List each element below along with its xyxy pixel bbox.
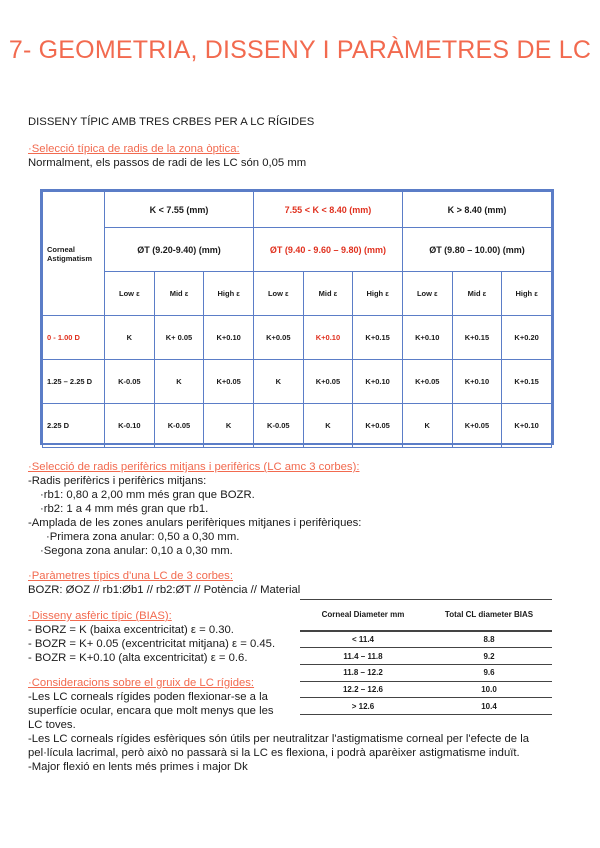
table-cell: K+0.05 bbox=[253, 316, 303, 360]
table-cell: K bbox=[154, 360, 204, 404]
section-peripheral-radii bbox=[28, 460, 361, 558]
section-optical-zone bbox=[28, 142, 306, 170]
table-cell: K+0.15 bbox=[452, 316, 502, 360]
diameter-header: ØT (9.20-9.40) (mm) bbox=[105, 228, 254, 272]
table-cell: K+0.05 bbox=[204, 360, 254, 404]
text-line: - BOZR = K+ 0.05 (excentricitat mitjana) ε = 0.45. bbox=[28, 638, 276, 650]
table-cell: K+ 0.05 bbox=[154, 316, 204, 360]
k-group-header: K > 8.40 (mm) bbox=[402, 192, 551, 228]
section-heading: ·Selecció de radis perifèrics mitjans i perifèrics (LC amc 3 corbes): bbox=[28, 461, 360, 473]
table-cell: K bbox=[105, 316, 155, 360]
table-cell: 9.2 bbox=[426, 648, 552, 665]
text-line: -Les LC corneals rígides esfèriques són útils per neutralitzar l'astigmatisme corneal per l'efecte de la bbox=[28, 733, 529, 745]
eccentricity-header: High ε bbox=[353, 272, 403, 316]
table-cell: 12.2 – 12.6 bbox=[300, 681, 426, 698]
row-label: 1.25 – 2.25 D bbox=[43, 360, 105, 404]
table-cell: K-0.10 bbox=[105, 404, 155, 448]
row-label: 0 - 1.00 D bbox=[43, 316, 105, 360]
table-cell: K+0.05 bbox=[303, 360, 353, 404]
table-cell: K+0.10 bbox=[204, 316, 254, 360]
table-cell: K+0.10 bbox=[452, 360, 502, 404]
table-row bbox=[43, 316, 552, 360]
diameter-header: ØT (9.80 – 10.00) (mm) bbox=[402, 228, 551, 272]
text-line: ·rb2: 1 a 4 mm més gran que rb1. bbox=[40, 503, 209, 515]
eccentricity-header: Low ε bbox=[105, 272, 155, 316]
table-cell: K-0.05 bbox=[105, 360, 155, 404]
bias-header: Corneal Diameter mm bbox=[300, 600, 426, 631]
table-row bbox=[300, 648, 552, 665]
text-line: -Major flexió en lents més primes i major Dk bbox=[28, 761, 248, 773]
section-typical-params bbox=[28, 569, 300, 597]
table-cell: K-0.05 bbox=[253, 404, 303, 448]
table-cell: K+0.05 bbox=[402, 360, 452, 404]
row-label: 2.25 D bbox=[43, 404, 105, 448]
table-cell: K+0.05 bbox=[353, 404, 403, 448]
text-line: -Amplada de les zones anulars perifèriques mitjanes i perifèriques: bbox=[28, 517, 362, 529]
text-line: - BOZR = K+0.10 (alta excentricitat) ε = 0.6. bbox=[28, 652, 248, 664]
eccentricity-header: Mid ε bbox=[452, 272, 502, 316]
k-group-header: K < 7.55 (mm) bbox=[105, 192, 254, 228]
page-title: 7- GEOMETRIA, DISSENY I PARÀMETRES DE LC bbox=[8, 36, 592, 64]
table-cell: > 12.6 bbox=[300, 698, 426, 715]
text-line: ·Primera zona anular: 0,50 a 0,30 mm. bbox=[46, 531, 240, 543]
text-line: -Radis perifèrics i perifèrics mitjans: bbox=[28, 475, 207, 487]
table-cell: K+0.10 bbox=[303, 316, 353, 360]
table-cell: K+0.10 bbox=[353, 360, 403, 404]
section-heading: ·Selecció típica de radis de la zona òptica: bbox=[28, 143, 240, 155]
table-cell: K+0.15 bbox=[353, 316, 403, 360]
row-label-header: Corneal Astigmatism bbox=[43, 192, 105, 316]
table-cell: 11.4 – 11.8 bbox=[300, 648, 426, 665]
text-line: - BORZ = K (baixa excentricitat) ε = 0.30. bbox=[28, 624, 234, 636]
section-heading: ·Paràmetres típics d'una LC de 3 corbes: bbox=[28, 570, 233, 582]
section-thickness bbox=[28, 676, 529, 774]
table-cell: 10.4 bbox=[426, 698, 552, 715]
eccentricity-header: High ε bbox=[204, 272, 254, 316]
text-line: pel·lícula lacrimal, però això no passarà si la LC es flexiona, i podrà aparèixer astigmatisme induït. bbox=[28, 747, 520, 759]
design-table bbox=[40, 189, 554, 445]
text-line: superfície ocular, encara que molt menys que les bbox=[28, 705, 274, 717]
table-cell: K+0.05 bbox=[452, 404, 502, 448]
text-line: ·rb1: 0,80 a 2,00 mm més gran que BOZR. bbox=[40, 489, 255, 501]
table-cell: < 11.4 bbox=[300, 631, 426, 648]
eccentricity-header: Low ε bbox=[253, 272, 303, 316]
text-line: ·Segona zona anular: 0,10 a 0,30 mm. bbox=[40, 545, 233, 557]
table-cell: K+0.15 bbox=[502, 360, 552, 404]
table-cell: 9.6 bbox=[426, 665, 552, 682]
intro-line: DISSENY TÍPIC AMB TRES CRBES PER A LC RÍGIDES bbox=[28, 116, 315, 128]
table-cell: K-0.05 bbox=[154, 404, 204, 448]
eccentricity-header: Low ε bbox=[402, 272, 452, 316]
section-heading: ·Consideracions sobre el gruix de LC rígides: bbox=[28, 677, 255, 689]
eccentricity-header: High ε bbox=[502, 272, 552, 316]
table-cell: 10.0 bbox=[426, 681, 552, 698]
section-bias-design bbox=[28, 609, 275, 665]
design-table-grid bbox=[42, 191, 552, 448]
table-cell: K bbox=[303, 404, 353, 448]
k-group-header: 7.55 < K < 8.40 (mm) bbox=[253, 192, 402, 228]
table-row bbox=[300, 631, 552, 648]
diameter-header: ØT (9.40 - 9.60 – 9.80) (mm) bbox=[253, 228, 402, 272]
eccentricity-header: Mid ε bbox=[154, 272, 204, 316]
text-line: LC toves. bbox=[28, 719, 76, 731]
bias-header: Total CL diameter BIAS bbox=[426, 600, 552, 631]
table-row bbox=[43, 360, 552, 404]
table-cell: K+0.10 bbox=[402, 316, 452, 360]
table-cell: K+0.20 bbox=[502, 316, 552, 360]
table-cell: 11.8 – 12.2 bbox=[300, 665, 426, 682]
table-row bbox=[43, 404, 552, 448]
eccentricity-header: Mid ε bbox=[303, 272, 353, 316]
text-line: -Les LC corneals rígides poden flexionar-se a la bbox=[28, 691, 268, 703]
table-cell: K bbox=[253, 360, 303, 404]
table-cell: K+0.10 bbox=[502, 404, 552, 448]
table-cell: K bbox=[402, 404, 452, 448]
section-text: BOZR: ØOZ // rb1:Øb1 // rb2:ØT // Potència // Material bbox=[28, 584, 301, 596]
section-text: Normalment, els passos de radi de les LC són 0,05 mm bbox=[28, 157, 307, 169]
section-heading: ·Disseny asfèric típic (BIAS): bbox=[28, 610, 172, 622]
table-cell: 8.8 bbox=[426, 631, 552, 648]
table-cell: K bbox=[204, 404, 254, 448]
